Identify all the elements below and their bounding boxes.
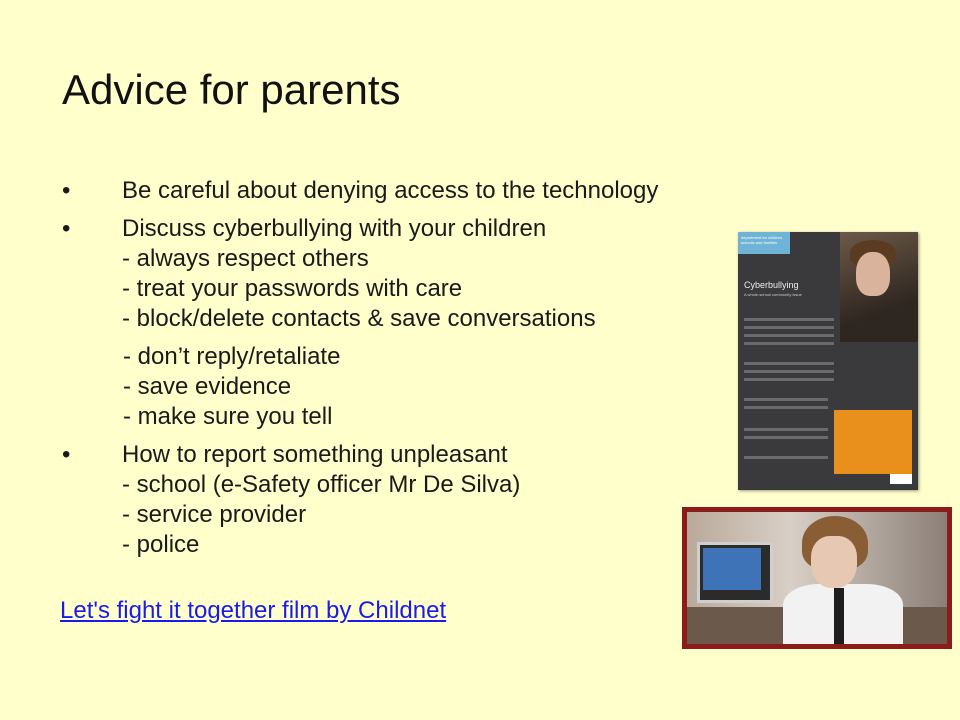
- booklet-text-line: [744, 398, 828, 401]
- booklet-callout-box: [834, 410, 912, 474]
- photo-scene: [687, 512, 947, 644]
- childnet-logo-icon: [890, 474, 912, 484]
- bullet-text: How to report something unpleasant: [122, 441, 508, 468]
- sub-item-group: [62, 342, 762, 432]
- childnet-film-link[interactable]: Let's fight it together film by Childnet: [60, 597, 447, 624]
- booklet-text-line: [744, 370, 834, 373]
- sub-item: - save evidence: [123, 373, 292, 400]
- bullet-item-discuss: [62, 214, 762, 334]
- sub-item: - police: [122, 531, 200, 558]
- booklet-text-line: [744, 342, 834, 345]
- cyberbullying-booklet-image: [738, 232, 918, 490]
- film-still-photo: [682, 507, 952, 649]
- booklet-text-line: [744, 428, 828, 431]
- sub-item: - make sure you tell: [123, 403, 333, 430]
- bullet-marker: •: [62, 441, 71, 468]
- booklet-text-line: [744, 362, 834, 365]
- booklet-text-line: [744, 334, 834, 337]
- sub-item: - always respect others: [122, 245, 369, 272]
- booklet-text-line: [744, 378, 834, 381]
- bullet-item-report: [62, 440, 762, 560]
- photo-monitor-screen: [703, 548, 761, 590]
- sub-item: - service provider: [122, 501, 307, 528]
- booklet-subtitle: A whole-school community issue: [744, 292, 802, 297]
- slide-title: Advice for parents: [62, 66, 401, 113]
- photo-tie: [834, 588, 844, 644]
- booklet-photo-face: [856, 252, 890, 296]
- bullet-text: Be careful about denying access to the technology: [122, 177, 659, 204]
- booklet-header: [738, 232, 790, 254]
- bullet-item-access: [62, 176, 762, 206]
- bullet-marker: •: [62, 215, 71, 242]
- sub-item: - treat your passwords with care: [122, 275, 463, 302]
- booklet-text-line: [744, 436, 828, 439]
- booklet-text-line: [744, 456, 828, 459]
- bullet-text: Discuss cyberbullying with your children: [122, 215, 547, 242]
- booklet-title: Cyberbullying: [744, 280, 799, 290]
- booklet-header-text: department for children, schools and families: [741, 235, 784, 245]
- sub-item: - school (e-Safety officer Mr De Silva): [122, 471, 521, 498]
- bullet-marker: •: [62, 177, 71, 204]
- booklet-text-line: [744, 318, 834, 321]
- booklet-text-line: [744, 326, 834, 329]
- bullet-list: [62, 176, 762, 568]
- booklet-text-line: [744, 406, 828, 409]
- sub-item: - block/delete contacts & save conversations: [122, 305, 596, 332]
- sub-item: - don’t reply/retaliate: [123, 343, 341, 370]
- photo-face: [811, 536, 857, 588]
